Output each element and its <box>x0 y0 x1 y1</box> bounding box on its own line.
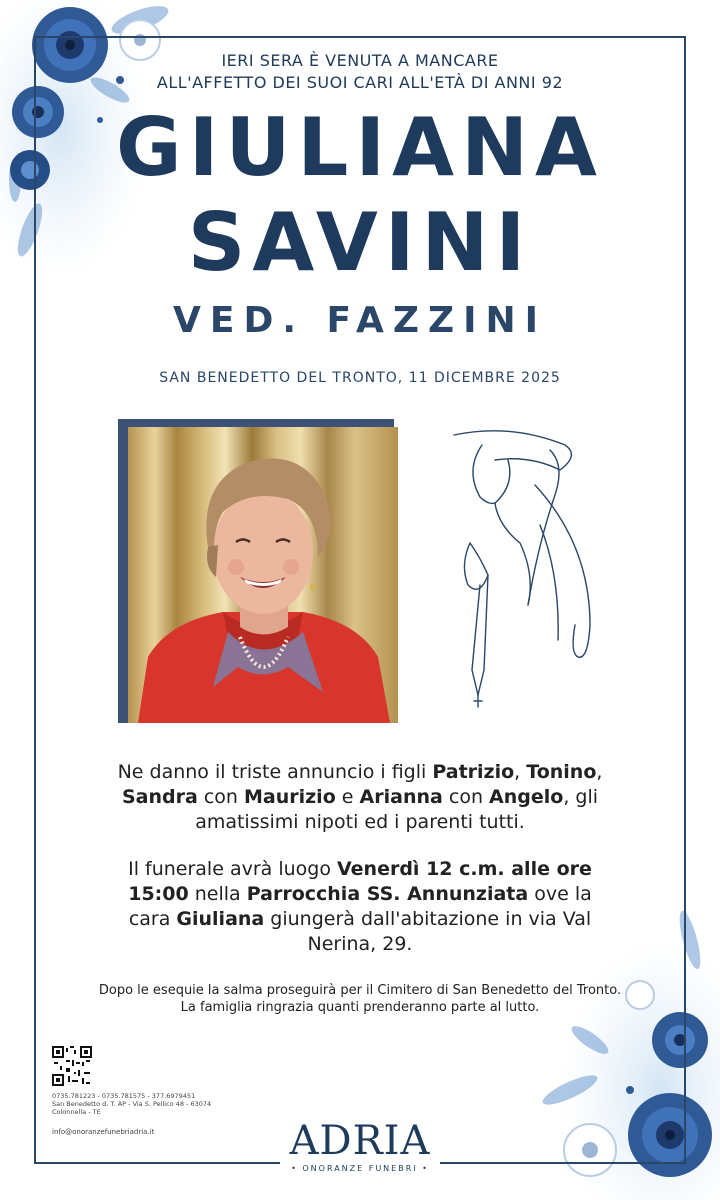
intro-line-2: ALL'AFFETTO DEI SUOI CARI ALL'ETÀ DI ANNI 92 <box>156 73 564 92</box>
phone-numbers: 0735.781223 - 0735.781575 - 377.6979451 <box>52 1092 196 1100</box>
son-name: Tonino <box>526 761 597 783</box>
logo-name: ADRIA <box>289 1118 431 1164</box>
text-segment: con <box>197 786 244 808</box>
portrait-illustration <box>128 427 398 723</box>
text-segment: , <box>514 761 527 783</box>
parish-name: Parrocchia SS. Annunziata <box>246 883 529 905</box>
address-line-1: San Benedetto d. T. AP - Via S. Pellico 48 - 63074 <box>52 1100 212 1108</box>
portrait-photo <box>128 427 398 723</box>
intro-text <box>0 50 720 94</box>
text-segment: giungerà dall'abitazione in via Val Nerina, 29. <box>264 908 592 955</box>
closing-text <box>40 982 680 1016</box>
intro-line-1: IERI SERA È VENUTA A MANCARE <box>221 51 499 70</box>
text-segment: , <box>596 761 603 783</box>
text-segment: e <box>335 786 360 808</box>
text-segment: , gli amatissimi nipoti ed i parenti tutti. <box>195 786 599 833</box>
relative-name: Maurizio <box>243 786 336 808</box>
funeral-datetime: Venerdì 12 c.m. alle ore 15:00 <box>128 858 592 905</box>
son-name: Patrizio <box>432 761 515 783</box>
address-line-2: Colonnella - TE <box>52 1108 101 1116</box>
relative-name: Angelo <box>489 786 564 808</box>
closing-line-1: Dopo le esequie la salma proseguirà per il Cimitero di San Benedetto del Tronto. <box>98 983 622 998</box>
logo-subtitle: • ONORANZE FUNEBRI • <box>291 1164 429 1173</box>
logo-subtitle-text: ONORANZE FUNEBRI <box>302 1164 418 1173</box>
daughter-name: Sandra <box>121 786 198 808</box>
funeral-paragraph <box>110 857 610 957</box>
deceased-first-name: GIULIANA <box>116 101 604 194</box>
widow-of: VED. FAZZINI <box>173 300 547 341</box>
text-segment: Ne danno il triste annuncio i figli <box>117 761 433 783</box>
closing-line-2: La famiglia ringrazia quanti prenderanno parte al lutto. <box>180 1000 540 1015</box>
place-date: SAN BENEDETTO DEL TRONTO, 11 DICEMBRE 2025 <box>159 370 561 386</box>
funeral-home-logo <box>280 1120 440 1173</box>
funeral-home-contacts <box>52 1092 211 1116</box>
text-segment: Il funerale avrà luogo <box>128 858 337 880</box>
praying-madonna-illustration <box>440 425 605 715</box>
announcement-paragraph <box>110 760 610 835</box>
email-address: info@onoranzefunebriadria.it <box>52 1128 155 1136</box>
qr-code[interactable] <box>52 1046 92 1086</box>
deceased-name-inline: Giuliana <box>176 908 265 930</box>
text-segment: nella <box>188 883 247 905</box>
text-segment: ove la cara <box>128 883 592 930</box>
text-segment: con <box>442 786 490 808</box>
deceased-last-name: SAVINI <box>187 196 533 289</box>
daughter-name: Arianna <box>359 786 443 808</box>
